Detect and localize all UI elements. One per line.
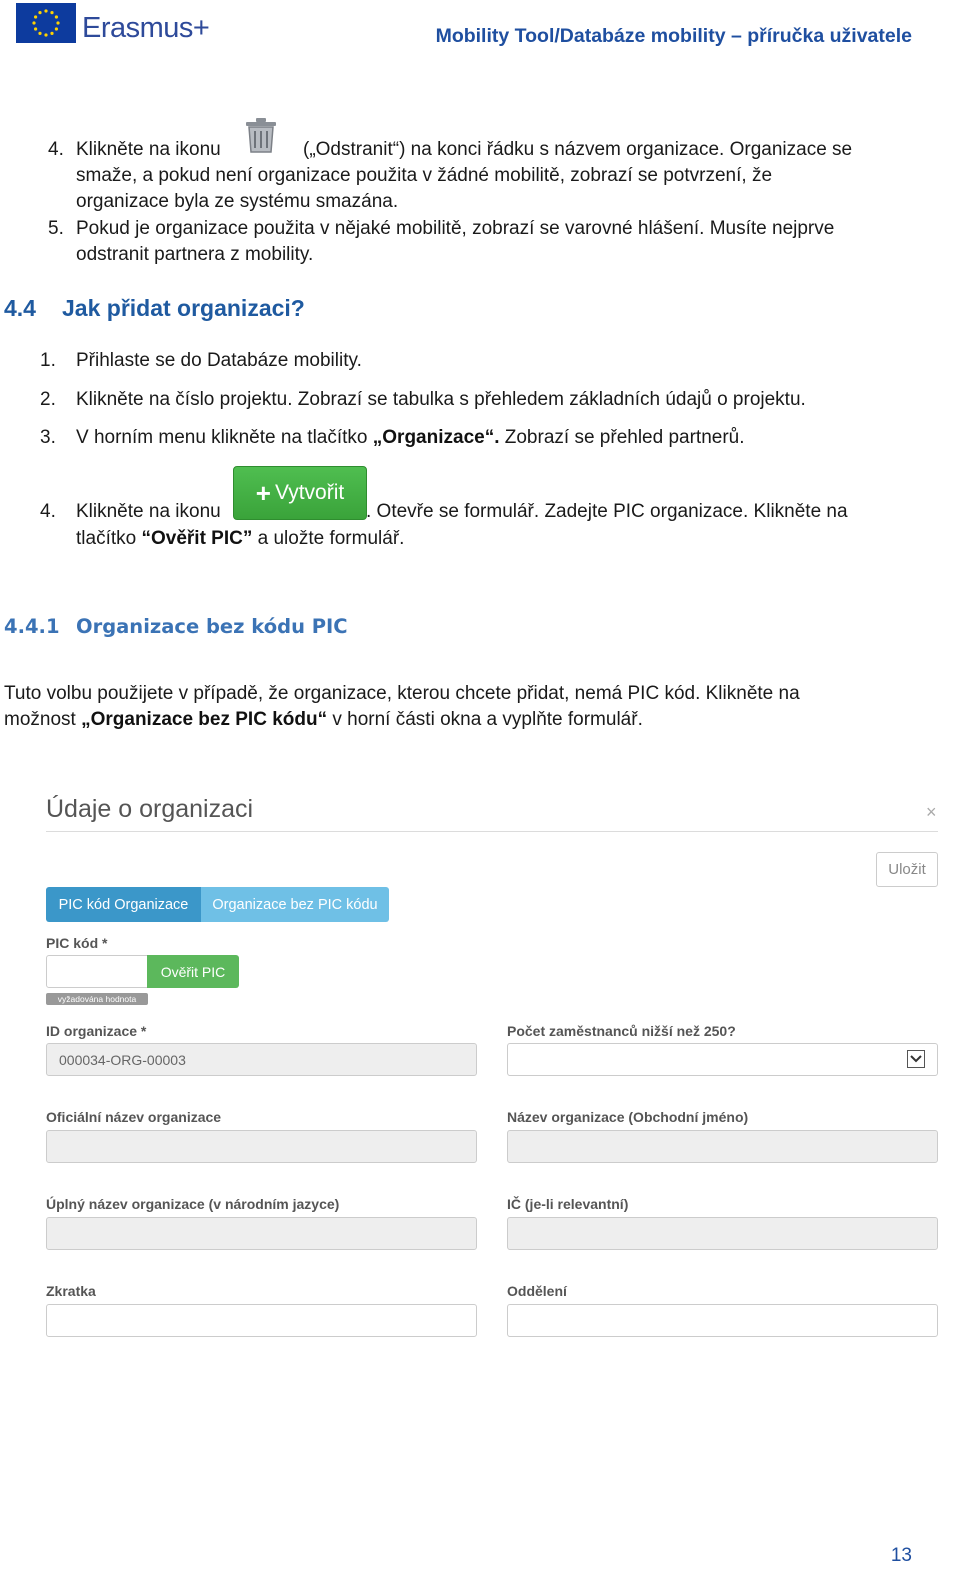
trash-icon (238, 112, 284, 158)
trade-name-label: Název organizace (Obchodní jméno) (507, 1109, 749, 1125)
plus-icon: + (255, 477, 271, 508)
section-heading: Jak přidat organizaci? (62, 295, 305, 321)
list-item-number: 2. (40, 389, 56, 410)
full-name-field[interactable] (46, 1217, 477, 1250)
tab-no-pic-code[interactable]: Organizace bez PIC kódu (201, 887, 389, 922)
list-item-text: odstranit partnera z mobility. (76, 244, 314, 265)
dept-field[interactable] (507, 1304, 938, 1337)
section-number: 4.4 (4, 295, 36, 321)
employees-select[interactable] (507, 1043, 938, 1076)
id-field[interactable]: 000034-ORG-00003 (46, 1043, 477, 1076)
trade-name-field[interactable] (507, 1130, 938, 1163)
verify-pic-button[interactable]: Ověřit PIC (147, 955, 239, 988)
close-icon[interactable]: × (926, 802, 937, 822)
list-item-text: . Otevře se formulář. Zadejte PIC organizace. Klikněte na (366, 501, 848, 522)
list-item-text: V horním menu klikněte na tlačítko „Organizace“. Zobrazí se přehled partnerů. (76, 427, 745, 448)
create-button-image: + Vytvořit (233, 466, 367, 520)
abbr-field[interactable] (46, 1304, 477, 1337)
ic-label: IČ (je-li relevantní) (507, 1196, 629, 1212)
brand-name: Erasmus+ (82, 12, 210, 44)
save-button[interactable]: Uložit (876, 852, 938, 887)
paragraph-line: Tuto volbu použijete v případě, že organizace, kterou chcete přidat, nemá PIC kód. Klikněte na (4, 683, 800, 704)
list-item-text: Pokud je organizace použita v nějaké mobilitě, zobrazí se varovné hlášení. Musíte nejprve (76, 218, 835, 239)
list-item-text: („Odstranit“) na konci řádku s názvem organizace. Organizace se (303, 139, 853, 160)
pic-label: PIC kód * (46, 935, 108, 951)
dept-label: Oddělení (507, 1283, 567, 1299)
header-title: Mobility Tool/Databáze mobility – příručka uživatele (435, 25, 912, 47)
page-number: 13 (890, 1545, 912, 1566)
id-label: ID organizace * (46, 1023, 147, 1039)
list-item-number: 5. (48, 218, 64, 239)
list-item-number: 4. (40, 501, 56, 522)
form-title: Údaje o organizaci (46, 795, 254, 823)
pic-input[interactable] (46, 955, 148, 988)
list-item-number: 3. (40, 427, 56, 448)
list-item-text: organizace byla ze systému smazána. (76, 191, 399, 212)
list-item: 4. (48, 139, 64, 160)
list-item-text: Klikněte na ikonu (76, 139, 221, 160)
tab-pic-code[interactable]: PIC kód Organizace (46, 887, 201, 922)
list-item-text: Přihlaste se do Databáze mobility. (76, 350, 362, 371)
abbr-label: Zkratka (46, 1283, 96, 1299)
chevron-down-icon (907, 1050, 925, 1068)
divider (46, 831, 938, 832)
required-badge: vyžadována hodnota (46, 993, 148, 1005)
employees-label: Počet zaměstnanců nižší než 250? (507, 1023, 736, 1039)
list-item-number: 1. (40, 350, 56, 371)
subsection-heading: Organizace bez kódu PIC (76, 615, 348, 638)
official-name-label: Oficiální název organizace (46, 1109, 222, 1125)
ic-field[interactable] (507, 1217, 938, 1250)
paragraph-line: možnost „Organizace bez PIC kódu“ v horní části okna a vyplňte formulář. (4, 709, 643, 730)
eu-flag-logo (16, 3, 76, 43)
list-item-text: Klikněte na číslo projektu. Zobrazí se tabulka s přehledem základních údajů o projektu. (76, 389, 806, 410)
list-item-text: Klikněte na ikonu (76, 501, 221, 522)
subsection-number: 4.4.1 (4, 615, 60, 638)
official-name-field[interactable] (46, 1130, 477, 1163)
list-item-text: smaže, a pokud není organizace použita v žádné mobilitě, zobrazí se potvrzení, že (76, 165, 773, 186)
list-item-text: tlačítko “Ověřit PIC” a uložte formulář. (76, 528, 405, 549)
full-name-label: Úplný název organizace (v národním jazyce) (46, 1196, 340, 1212)
